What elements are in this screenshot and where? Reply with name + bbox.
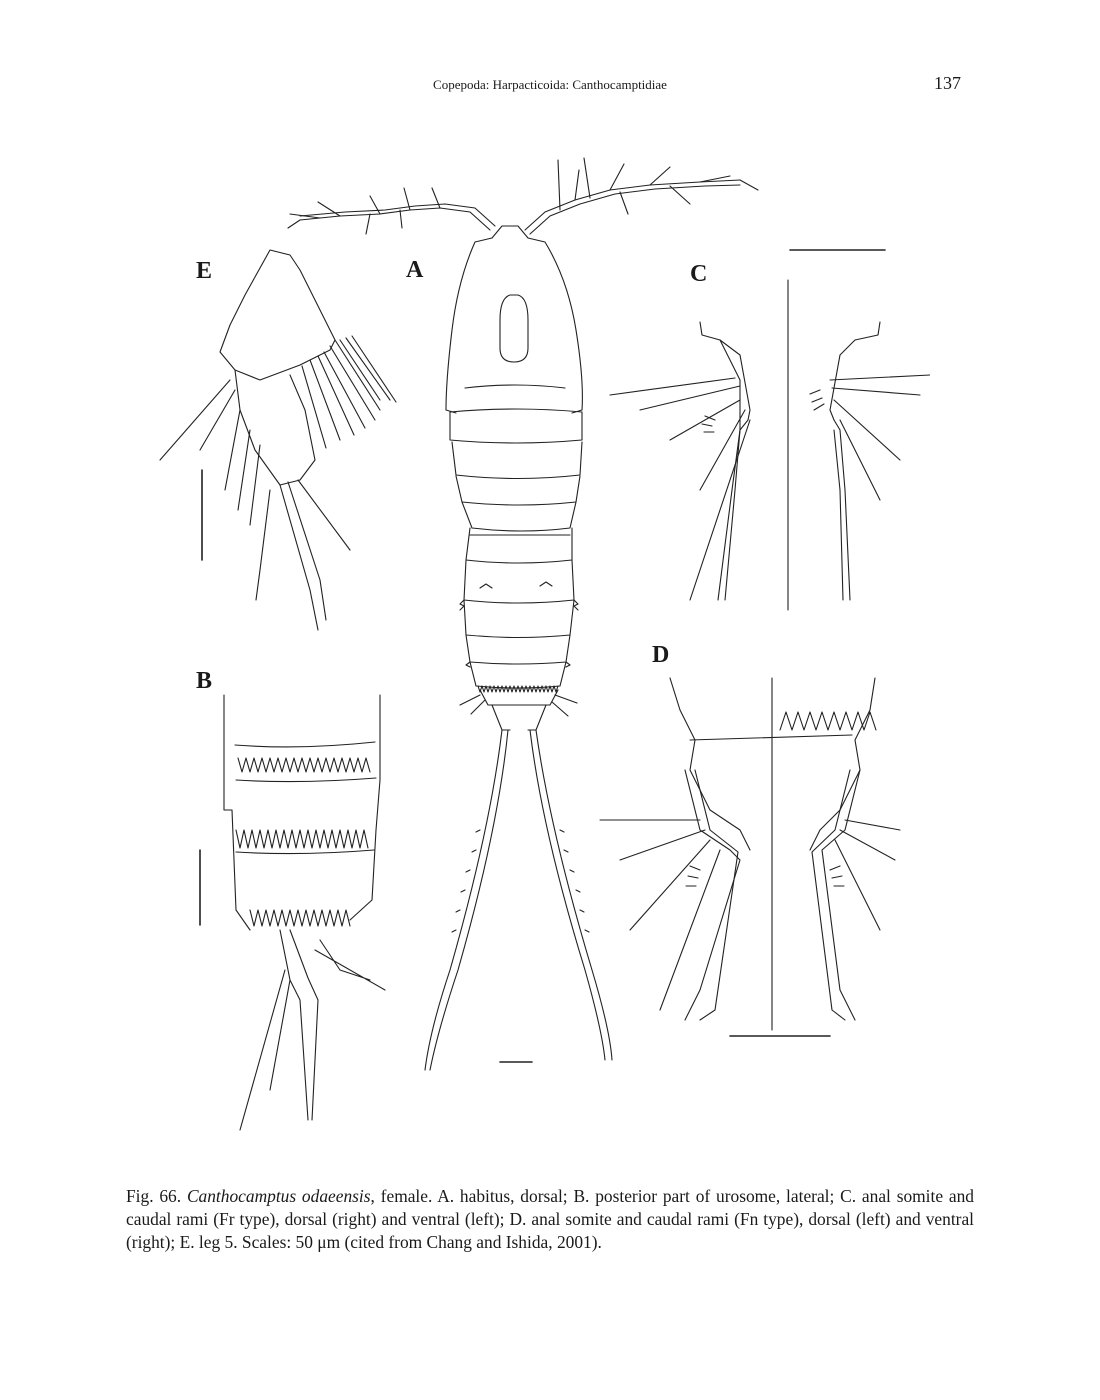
caudal-rami-fn-drawing — [600, 678, 900, 1036]
caption-species: Canthocamptus odaeensis — [186, 1186, 371, 1206]
panel-label-e: E — [196, 258, 213, 284]
page-number: 137 — [934, 73, 961, 93]
panel-label-d: D — [652, 642, 670, 668]
habitus-drawing — [288, 158, 758, 1070]
urosome-lateral-drawing — [200, 695, 385, 1130]
caption-text: , female. A. habitus, dorsal; B. posterior part of urosome, lateral; C. anal somite and caudal rami (Fr type), dorsal (right) and ventral (left); D. anal somite and caudal rami (Fn type), dorsal (left) and ventral (right); E. leg 5. Scales: 50 μm (cited from Chang and Ishida, 2001). — [126, 1186, 974, 1252]
caudal-rami-fr-drawing — [610, 250, 930, 610]
panel-label-b: B — [196, 668, 213, 694]
figure-plate — [140, 130, 930, 1150]
leg5-drawing — [160, 250, 396, 630]
figure-caption — [126, 1185, 974, 1254]
running-title: Copepoda: Harpacticoida: Canthocamptidiae — [433, 77, 667, 92]
panel-label-c: C — [690, 261, 708, 287]
panel-label-a: A — [406, 257, 424, 283]
caption-fig-number: Fig. 66. — [126, 1186, 182, 1206]
